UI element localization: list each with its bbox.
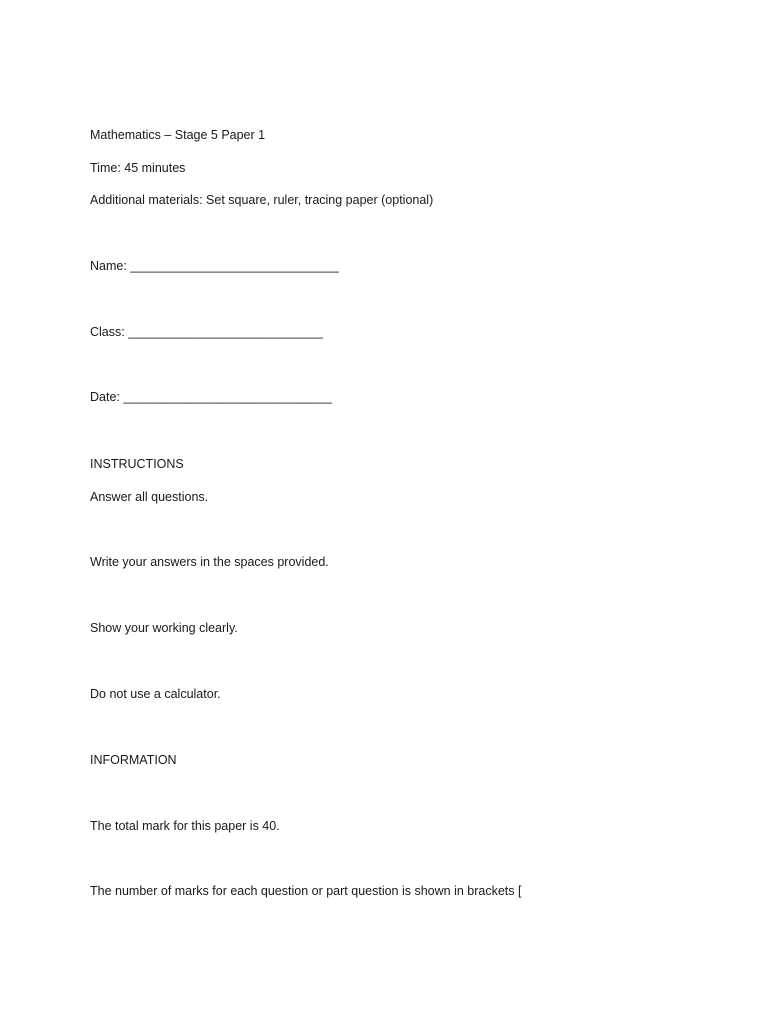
class-field: Class: ____________________________ (90, 325, 323, 339)
instruction-item: Do not use a calculator. (90, 687, 221, 701)
time-allowed: Time: 45 minutes (90, 161, 186, 175)
instruction-item: Write your answers in the spaces provided. (90, 555, 329, 569)
date-field: Date: ______________________________ (90, 390, 332, 404)
instruction-item: Answer all questions. (90, 490, 209, 504)
information-item: The number of marks for each question or part question is shown in brackets [ (90, 884, 522, 898)
instruction-item: Show your working clearly. (90, 621, 238, 635)
paper-title: Mathematics – Stage 5 Paper 1 (90, 128, 266, 142)
name-field: Name: ______________________________ (90, 259, 339, 273)
instructions-heading: INSTRUCTIONS (90, 457, 184, 471)
information-heading: INFORMATION (90, 753, 177, 767)
information-item: The total mark for this paper is 40. (90, 819, 280, 833)
additional-materials: Additional materials: Set square, ruler, tracing paper (optional) (90, 193, 434, 207)
